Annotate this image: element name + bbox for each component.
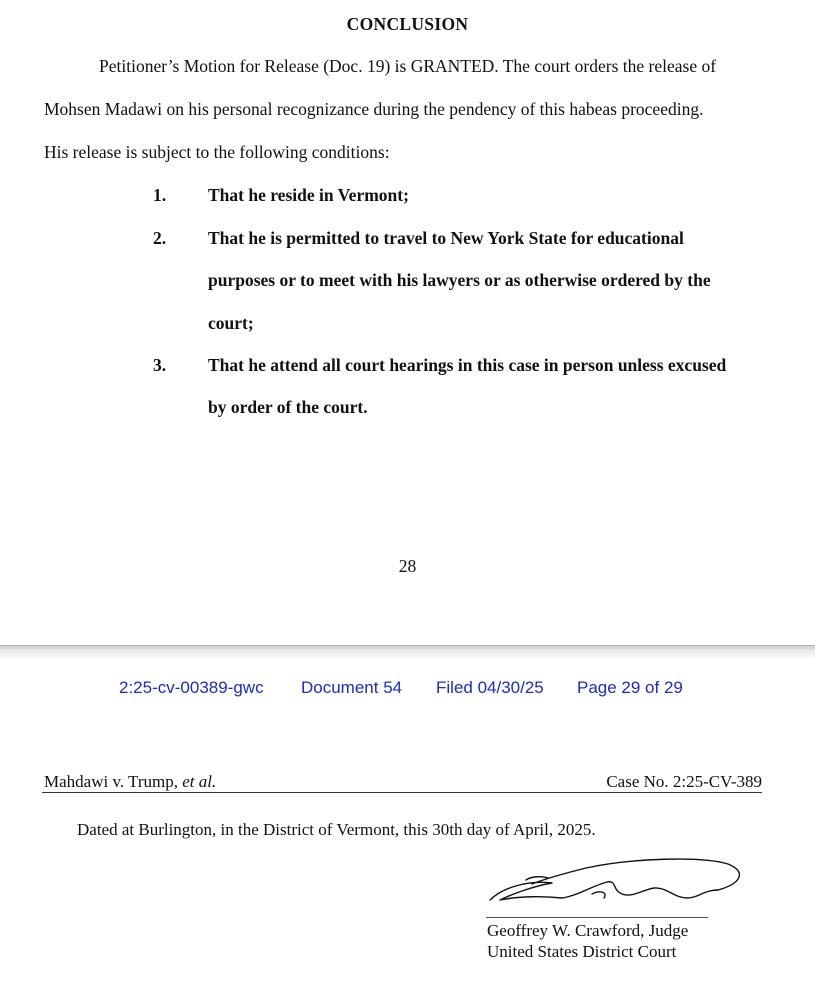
signature-line [486, 917, 708, 918]
caption-underline [42, 792, 762, 793]
paragraph-line: Petitioner’s Motion for Release (Doc. 19) is GRANTED. The court orders the release of [99, 56, 717, 76]
condition-text: by order of the court. [208, 397, 368, 417]
case-caption-parties: Mahdawi v. Trump, [44, 772, 178, 791]
filing-date: Filed 04/30/25 [436, 678, 544, 697]
case-caption-etal: et al. [182, 772, 217, 791]
condition-number: 2. [153, 228, 167, 248]
page-number: 28 [398, 556, 417, 576]
section-heading: CONCLUSION [346, 14, 469, 34]
condition-text: That he is permitted to travel to New York State for educational [208, 228, 684, 248]
judge-signature-block [487, 920, 688, 962]
paragraph-line: Mohsen Madawi on his personal recognizance during the pendency of this habeas proceeding. [44, 99, 704, 119]
case-number: Case No. 2:25-CV-389 [606, 772, 762, 791]
paragraph-line: His release is subject to the following conditions: [44, 142, 390, 162]
signature-icon [482, 850, 752, 922]
judge-court: United States District Court [487, 942, 677, 961]
condition-text: court; [208, 313, 254, 333]
page-separator [0, 645, 815, 660]
filing-case-number: 2:25-cv-00389-gwc [119, 678, 264, 697]
condition-number: 1. [153, 185, 167, 205]
case-caption [44, 772, 216, 792]
condition-text: purposes or to meet with his lawyers or as otherwise ordered by the [208, 270, 711, 290]
judge-name: Geoffrey W. Crawford, Judge [487, 921, 689, 940]
condition-text: That he reside in Vermont; [208, 185, 409, 205]
dated-line: Dated at Burlington, in the District of Vermont, this 30th day of April, 2025. [77, 820, 596, 839]
filing-page-count: Page 29 of 29 [577, 678, 683, 697]
condition-number: 3. [153, 355, 167, 375]
condition-text: That he attend all court hearings in this case in person unless excused [208, 355, 727, 375]
filing-document-number: Document 54 [301, 678, 403, 697]
